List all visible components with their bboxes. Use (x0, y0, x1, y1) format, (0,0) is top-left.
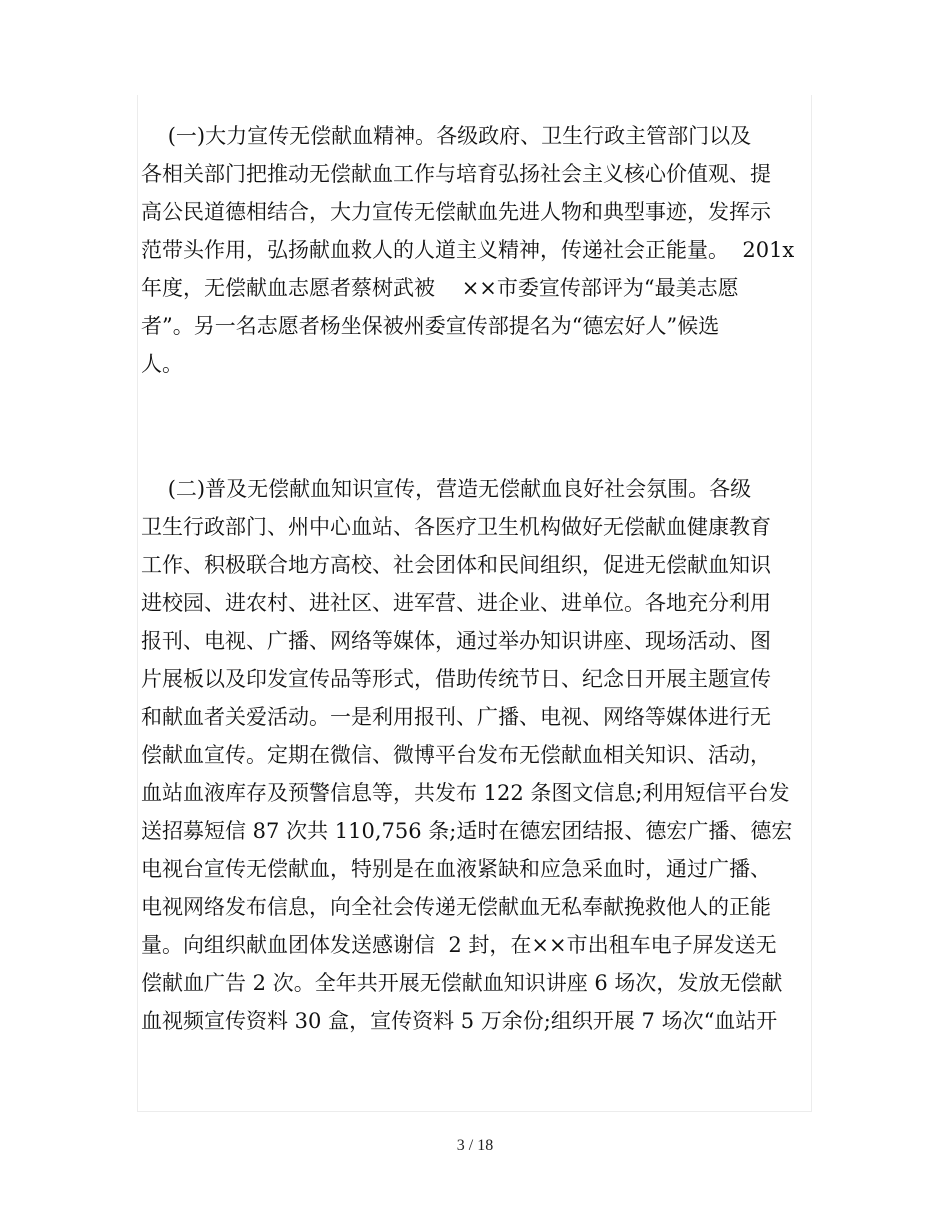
text-line: 送招募短信 87 次共 110,756 条;适时在德宏团结报、德宏广播、德宏 (141, 819, 793, 843)
text-line: 偿献血宣传。定期在微信、微博平台发布无偿献血相关知识、活动， (141, 743, 771, 767)
text-line: 卫生行政部门、州中心血站、各医疗卫生机构做好无偿献血健康教育 (141, 515, 771, 539)
text-line: 偿献血广告 2 次。全年共开展无偿献血知识讲座 6 场次，发放无偿献 (141, 971, 783, 995)
text-line: (二)普及无偿献血知识宣传，营造无偿献血良好社会氛围。各级 (141, 477, 752, 501)
text-line: 范带头作用，弘扬献血救人的人道主义精神，传递社会正能量。 201x (141, 238, 795, 262)
text-line: 电视网络发布信息，向全社会传递无偿献血无私奉献挽救他人的正能 (141, 895, 771, 919)
text-line: 进校园、进农村、进社区、进军营、进企业、进单位。各地充分利用 (141, 591, 771, 615)
text-line: 量。向组织献血团体发送感谢信 2 封，在××市出租车电子屏发送无 (141, 933, 777, 957)
text-line: 各相关部门把推动无偿献血工作与培育弘扬社会主义核心价值观、提 (141, 162, 771, 186)
paragraph-2 (141, 470, 813, 1040)
text-line: 者”。另一名志愿者杨坐保被州委宣传部提名为“德宏好人”候选 (141, 314, 720, 338)
text-line: 电视台宣传无偿献血，特别是在血液紧缺和应急采血时，通过广播、 (141, 857, 771, 881)
text-line: 报刊、电视、广播、网络等媒体，通过举办知识讲座、现场活动、图 (141, 629, 771, 653)
text-line: 人。 (141, 352, 183, 376)
text-line: 工作、积极联合地方高校、社会团体和民间组织，促进无偿献血知识 (141, 553, 771, 577)
text-line: (一)大力宣传无偿献血精神。各级政府、卫生行政主管部门以及 (141, 124, 752, 148)
text-line: 和献血者关爱活动。一是利用报刊、广播、电视、网络等媒体进行无 (141, 705, 771, 729)
text-line: 血视频宣传资料 30 盒，宣传资料 5 万余份;组织开展 7 场次“血站开 (141, 1009, 778, 1033)
text-line: 片展板以及印发宣传品等形式，借助传统节日、纪念日开展主题宣传 (141, 667, 771, 691)
text-line: 高公民道德相结合，大力宣传无偿献血先进人物和典型事迹，发挥示 (141, 200, 771, 224)
page-number: 3 / 18 (456, 1137, 494, 1154)
text-line: 血站血液库存及预警信息等，共发布 122 条图文信息;利用短信平台发 (141, 781, 790, 805)
text-line: 年度，无偿献血志愿者蔡树武被 ××市委宣传部评为“最美志愿 (141, 276, 739, 300)
paragraph-1 (141, 117, 813, 383)
